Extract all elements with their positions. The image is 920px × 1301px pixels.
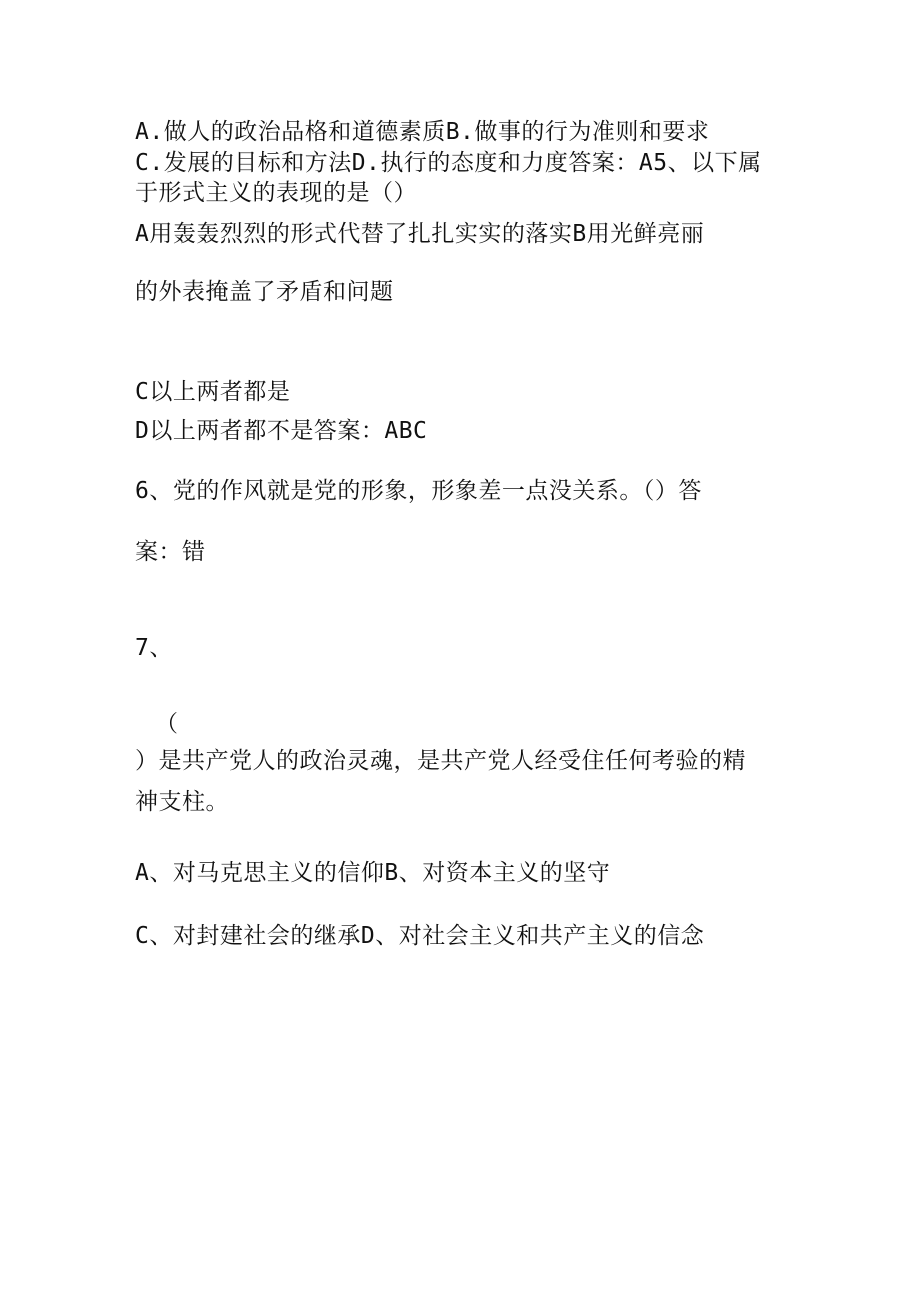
text-line-13: 神支柱。 [135, 789, 229, 815]
text-line-14: A、对马克思主义的信仰B、对资本主义的坚守 [135, 860, 611, 886]
text-line-12: ）是共产党人的政治灵魂，是共产党人经受住任何考验的精 [135, 748, 746, 774]
text-line-8: 6、党的作风就是党的形象，形象差一点没关系。（）答 [135, 478, 702, 504]
text-line-3: 于形式主义的表现的是（） [135, 180, 417, 206]
text-line-2: C.发展的目标和方法D.执行的态度和力度答案：A5、以下属 [135, 150, 762, 176]
text-line-10: 7、 [135, 635, 173, 661]
text-line-4: A用轰轰烈烈的形式代替了扎扎实实的落实B用光鲜亮丽 [135, 221, 705, 247]
text-line-5: 的外表掩盖了矛盾和问题 [135, 279, 394, 305]
text-line-6: C以上两者都是 [135, 379, 291, 405]
text-line-11: （ [155, 711, 179, 737]
text-line-7: D以上两者都不是答案：ABC [135, 418, 428, 444]
text-line-15: C、对封建社会的继承D、对社会主义和共产主义的信念 [135, 923, 705, 949]
text-line-1: A.做人的政治品格和道德素质B.做事的行为准则和要求 [135, 119, 710, 145]
text-line-9: 案：错 [135, 539, 206, 565]
